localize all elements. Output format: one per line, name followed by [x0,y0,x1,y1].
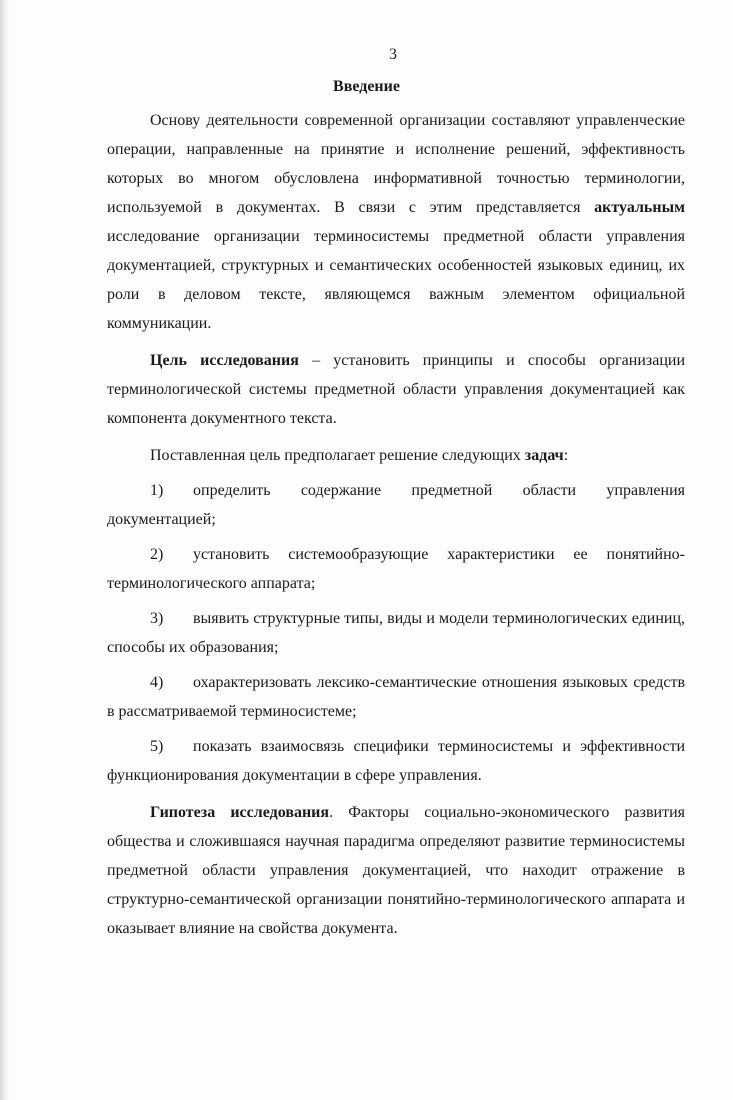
goal-paragraph [107,346,685,433]
intro-bold-term: актуальным [594,199,685,216]
intro-text-2: исследование организации терминосистемы предметной области управления документацией, структурных и семантических особенностей языковых единиц, их роли в деловом тексте, являющемся важным элементом официальной коммуникации. [107,228,685,332]
task-text: показать взаимосвязь специфики терминосистемы и эффективности функционирования документации в сфере управления. [107,738,685,784]
tasks-intro-text: Поставленная цель предполагает решение следующих [150,447,525,464]
task-number: 3) [150,610,164,627]
body-text [107,106,685,943]
task-item [107,476,685,534]
page-number: 3 [389,46,397,63]
task-item [107,604,685,662]
task-item [107,732,685,790]
intro-paragraph [107,106,685,338]
task-text: выявить структурные типы, виды и модели терминологических единиц, способы их образования; [107,610,685,656]
task-number: 1) [150,482,164,499]
tasks-label: задач [524,447,564,464]
task-text: определить содержание предметной области управления документацией; [107,482,685,528]
hypothesis-text: . Факторы социально-экономического развития общества и сложившаяся научная парадигма определяют развитие терминосистемы предметной области управления документацией, что находит отражение в структурно-семантической организации понятийно-терминологического аппарата и оказывает влияние на свойства документа. [107,804,685,937]
hypothesis-paragraph [107,798,685,943]
task-text: охарактеризовать лексико-семантические отношения языковых средств в рассматриваемой терминосистеме; [107,674,685,720]
task-item [107,668,685,726]
goal-label: Цель исследования [150,352,299,369]
task-text: установить системообразующие характеристики ее понятийно-терминологического аппарата; [107,546,685,592]
tasks-intro-end: : [563,447,569,464]
task-number: 2) [150,546,164,563]
task-number: 4) [150,674,164,691]
intro-text-1: Основу деятельности современной организации составляют управленческие операции, направленные на принятие и исполнение решений, эффективность которых во многом обусловлена информативной точностью терминологии, используемой в документах. В связи с этим представляется [107,112,685,216]
tasks-intro-paragraph [107,441,685,470]
scan-edge-shadow [0,0,10,1100]
goal-text: – установить принципы и способы организации терминологической системы предметной области управления документацией как компонента документного текста. [107,352,686,427]
task-number: 5) [150,738,164,755]
section-heading: Введение [333,78,400,95]
hypothesis-label: Гипотеза исследования [150,804,330,821]
task-item [107,540,685,598]
